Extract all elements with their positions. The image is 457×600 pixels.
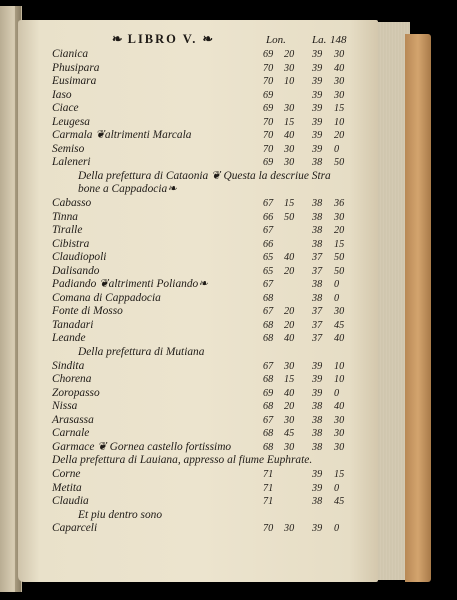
table-row xyxy=(52,238,372,252)
table-row xyxy=(52,116,372,130)
place-name: Metita xyxy=(52,481,82,494)
longitude-minutes: 20 xyxy=(284,319,295,331)
latitude-degrees: 38 xyxy=(312,401,323,413)
place-name: Della prefettura di Lauiana, appresso al fiume Euphrate. xyxy=(52,454,313,467)
latitude-minutes: 30 xyxy=(334,211,345,223)
latitude-minutes: 30 xyxy=(334,89,345,101)
longitude-minutes: 40 xyxy=(284,333,295,345)
longitude-degrees: 68 xyxy=(263,401,274,413)
longitude-degrees: 69 xyxy=(263,89,274,101)
latitude-minutes: 15 xyxy=(334,238,345,250)
table-row xyxy=(52,414,372,428)
table-row xyxy=(52,441,372,455)
place-table xyxy=(52,48,372,536)
table-row xyxy=(52,360,372,374)
longitude-minutes: 40 xyxy=(284,387,295,399)
longitude-degrees: 69 xyxy=(263,157,274,169)
longitude-minutes: 30 xyxy=(284,523,295,535)
running-header xyxy=(112,31,213,47)
latitude-minutes: 0 xyxy=(334,482,340,494)
fleuron-left-icon: ❧ xyxy=(112,32,123,46)
table-row xyxy=(52,319,372,333)
longitude-minutes: 40 xyxy=(284,130,295,142)
latitude-degrees: 37 xyxy=(312,265,323,277)
latitude-minutes: 10 xyxy=(334,116,345,128)
longitude-degrees: 65 xyxy=(263,265,274,277)
latitude-minutes: 30 xyxy=(334,428,345,440)
place-name: Chorena xyxy=(52,373,92,386)
latitude-minutes: 20 xyxy=(334,130,345,142)
latitude-degrees: 38 xyxy=(312,441,323,453)
longitude-minutes: 45 xyxy=(284,428,295,440)
latitude-minutes: 40 xyxy=(334,401,345,413)
place-name: Sindita xyxy=(52,359,85,372)
longitude-minutes: 15 xyxy=(284,374,295,386)
longitude-degrees: 70 xyxy=(263,76,274,88)
place-name: Iaso xyxy=(52,88,72,101)
table-row xyxy=(52,224,372,238)
longitude-degrees: 70 xyxy=(263,62,274,74)
fleuron-right-icon: ❧ xyxy=(202,32,213,46)
latitude-degrees: 38 xyxy=(312,211,323,223)
place-name: Eusimara xyxy=(52,75,97,88)
table-row xyxy=(52,129,372,143)
latitude-degrees: 37 xyxy=(312,333,323,345)
table-row xyxy=(52,522,372,536)
latitude-minutes: 30 xyxy=(334,414,345,426)
longitude-minutes: 30 xyxy=(284,103,295,115)
table-row xyxy=(52,89,372,103)
latitude-degrees: 39 xyxy=(312,387,323,399)
latitude-degrees: 39 xyxy=(312,49,323,60)
place-name: bone a Cappadocia❧ xyxy=(78,183,177,196)
longitude-minutes: 20 xyxy=(284,49,295,60)
latitude-minutes: 15 xyxy=(334,468,345,480)
longitude-degrees: 70 xyxy=(263,130,274,142)
place-name: Comana di Cappadocia xyxy=(52,291,161,304)
latitude-degrees: 37 xyxy=(312,319,323,331)
latitude-degrees: 38 xyxy=(312,292,323,304)
place-name: Zoropasso xyxy=(52,386,100,399)
header-title: LIBRO V. xyxy=(127,32,198,46)
table-row xyxy=(52,211,372,225)
latitude-degrees: 39 xyxy=(312,468,323,480)
latitude-degrees: 39 xyxy=(312,130,323,142)
latitude-degrees: 38 xyxy=(312,496,323,508)
longitude-degrees: 69 xyxy=(263,103,274,115)
table-row xyxy=(52,454,372,468)
latitude-degrees: 38 xyxy=(312,279,323,291)
table-row xyxy=(52,197,372,211)
latitude-minutes: 50 xyxy=(334,157,345,169)
place-name: Tiralle xyxy=(52,224,83,237)
table-row xyxy=(52,482,372,496)
latitude-degrees: 39 xyxy=(312,116,323,128)
latitude-minutes: 10 xyxy=(334,374,345,386)
table-row xyxy=(52,400,372,414)
longitude-minutes: 40 xyxy=(284,252,295,264)
book-cover-edge xyxy=(405,34,431,582)
latitude-degrees: 38 xyxy=(312,225,323,237)
longitude-minutes: 30 xyxy=(284,143,295,155)
longitude-degrees: 67 xyxy=(263,279,274,291)
place-name: Semiso xyxy=(52,142,85,155)
longitude-minutes: 30 xyxy=(284,157,295,169)
table-row xyxy=(52,62,372,76)
place-name: Carmala ❦altrimenti Marcala xyxy=(52,129,192,142)
latitude-degrees: 38 xyxy=(312,414,323,426)
latitude-minutes: 20 xyxy=(334,225,345,237)
latitude-minutes: 50 xyxy=(334,252,345,264)
table-row xyxy=(52,278,372,292)
latitude-minutes: 0 xyxy=(334,523,340,535)
longitude-degrees: 67 xyxy=(263,225,274,237)
longitude-degrees: 68 xyxy=(263,333,274,345)
table-row xyxy=(52,305,372,319)
place-name: Dalisando xyxy=(52,264,100,277)
place-name: Fonte di Mosso xyxy=(52,305,123,318)
latitude-minutes: 0 xyxy=(334,387,340,399)
longitude-degrees: 69 xyxy=(263,49,274,60)
place-name: Cianica xyxy=(52,48,89,60)
table-row xyxy=(52,468,372,482)
place-name: Phusipara xyxy=(52,61,100,74)
place-name: Laleneri xyxy=(52,156,91,169)
table-row xyxy=(52,102,372,116)
longitude-degrees: 66 xyxy=(263,238,274,250)
latitude-degrees: 39 xyxy=(312,523,323,535)
table-row xyxy=(52,509,372,523)
latitude-minutes: 30 xyxy=(334,76,345,88)
longitude-degrees: 68 xyxy=(263,319,274,331)
longitude-minutes: 30 xyxy=(284,441,295,453)
table-row xyxy=(52,251,372,265)
longitude-degrees: 70 xyxy=(263,116,274,128)
latitude-degrees: 38 xyxy=(312,157,323,169)
table-row xyxy=(52,265,372,279)
longitude-degrees: 68 xyxy=(263,428,274,440)
latitude-minutes: 0 xyxy=(334,279,340,291)
place-name: Tinna xyxy=(52,210,78,223)
place-name: Claudia xyxy=(52,495,89,508)
longitude-degrees: 70 xyxy=(263,143,274,155)
latitude-minutes: 45 xyxy=(334,496,345,508)
latitude-minutes: 45 xyxy=(334,319,345,331)
longitude-degrees: 67 xyxy=(263,360,274,372)
table-row xyxy=(52,183,372,197)
latitude-minutes: 36 xyxy=(334,198,345,210)
longitude-minutes: 15 xyxy=(284,116,295,128)
place-name: Garmace ❦ Gornea castello fortissimo xyxy=(52,440,232,453)
latitude-degrees: 39 xyxy=(312,62,323,74)
longitude-degrees: 68 xyxy=(263,374,274,386)
latitude-minutes: 10 xyxy=(334,360,345,372)
longitude-degrees: 67 xyxy=(263,198,274,210)
longitude-degrees: 67 xyxy=(263,306,274,318)
longitude-minutes: 30 xyxy=(284,360,295,372)
place-name: Leugesa xyxy=(52,115,90,128)
latitude-degrees: 39 xyxy=(312,143,323,155)
place-name: Cibistra xyxy=(52,237,90,250)
latitude-degrees: 37 xyxy=(312,252,323,264)
latitude-degrees: 39 xyxy=(312,76,323,88)
table-row xyxy=(52,48,372,62)
place-name: Carnale xyxy=(52,427,90,440)
table-row xyxy=(52,427,372,441)
longitude-minutes: 50 xyxy=(284,211,295,223)
latitude-minutes: 30 xyxy=(334,441,345,453)
place-name: Ciace xyxy=(52,102,79,115)
table-row xyxy=(52,292,372,306)
longitude-minutes: 20 xyxy=(284,265,295,277)
place-name: Della prefettura di Mutiana xyxy=(78,346,205,359)
table-row xyxy=(52,373,372,387)
place-name: Cabasso xyxy=(52,197,92,210)
latitude-degrees: 39 xyxy=(312,89,323,101)
table-row xyxy=(52,495,372,509)
column-head-latitude: La. xyxy=(312,34,327,46)
longitude-minutes: 20 xyxy=(284,306,295,318)
longitude-degrees: 70 xyxy=(263,523,274,535)
place-name: Claudiopoli xyxy=(52,251,107,264)
longitude-minutes: 15 xyxy=(284,198,295,210)
longitude-degrees: 69 xyxy=(263,387,274,399)
column-head-longitude: Lon. xyxy=(266,34,286,46)
longitude-degrees: 71 xyxy=(263,482,274,494)
longitude-minutes: 10 xyxy=(284,76,295,88)
place-name: Arasassa xyxy=(52,413,94,426)
latitude-minutes: 15 xyxy=(334,103,345,115)
latitude-minutes: 30 xyxy=(334,306,345,318)
latitude-degrees: 39 xyxy=(312,374,323,386)
latitude-degrees: 37 xyxy=(312,306,323,318)
latitude-degrees: 38 xyxy=(312,238,323,250)
longitude-degrees: 71 xyxy=(263,496,274,508)
longitude-degrees: 66 xyxy=(263,211,274,223)
latitude-minutes: 50 xyxy=(334,265,345,277)
table-row xyxy=(52,170,372,184)
latitude-degrees: 39 xyxy=(312,103,323,115)
place-name: Nissa xyxy=(52,400,78,413)
longitude-degrees: 65 xyxy=(263,252,274,264)
table-row xyxy=(52,332,372,346)
place-name: Della prefettura di Cataonia ❦ Questa la descriue Stra xyxy=(78,169,331,182)
table-row xyxy=(52,75,372,89)
longitude-minutes: 20 xyxy=(284,401,295,413)
place-name: Padiando ❦altrimenti Poliando❧ xyxy=(52,278,208,291)
latitude-minutes: 40 xyxy=(334,62,345,74)
longitude-degrees: 68 xyxy=(263,292,274,304)
longitude-degrees: 67 xyxy=(263,414,274,426)
table-row xyxy=(52,156,372,170)
table-row xyxy=(52,143,372,157)
latitude-minutes: 0 xyxy=(334,292,340,304)
latitude-minutes: 40 xyxy=(334,333,345,345)
place-name: Tanadari xyxy=(52,318,94,331)
longitude-minutes: 30 xyxy=(284,414,295,426)
latitude-degrees: 38 xyxy=(312,198,323,210)
table-row xyxy=(52,346,372,360)
place-name: Leande xyxy=(52,332,86,345)
latitude-degrees: 39 xyxy=(312,482,323,494)
longitude-degrees: 71 xyxy=(263,468,274,480)
longitude-degrees: 68 xyxy=(263,441,274,453)
page-number: 148 xyxy=(330,34,347,46)
place-name: Caparceli xyxy=(52,522,98,535)
place-name: Corne xyxy=(52,467,81,480)
latitude-degrees: 39 xyxy=(312,360,323,372)
latitude-minutes: 30 xyxy=(334,49,345,60)
table-row xyxy=(52,387,372,401)
place-name: Et piu dentro sono xyxy=(78,508,163,521)
longitude-minutes: 30 xyxy=(284,62,295,74)
latitude-degrees: 38 xyxy=(312,428,323,440)
latitude-minutes: 0 xyxy=(334,143,340,155)
